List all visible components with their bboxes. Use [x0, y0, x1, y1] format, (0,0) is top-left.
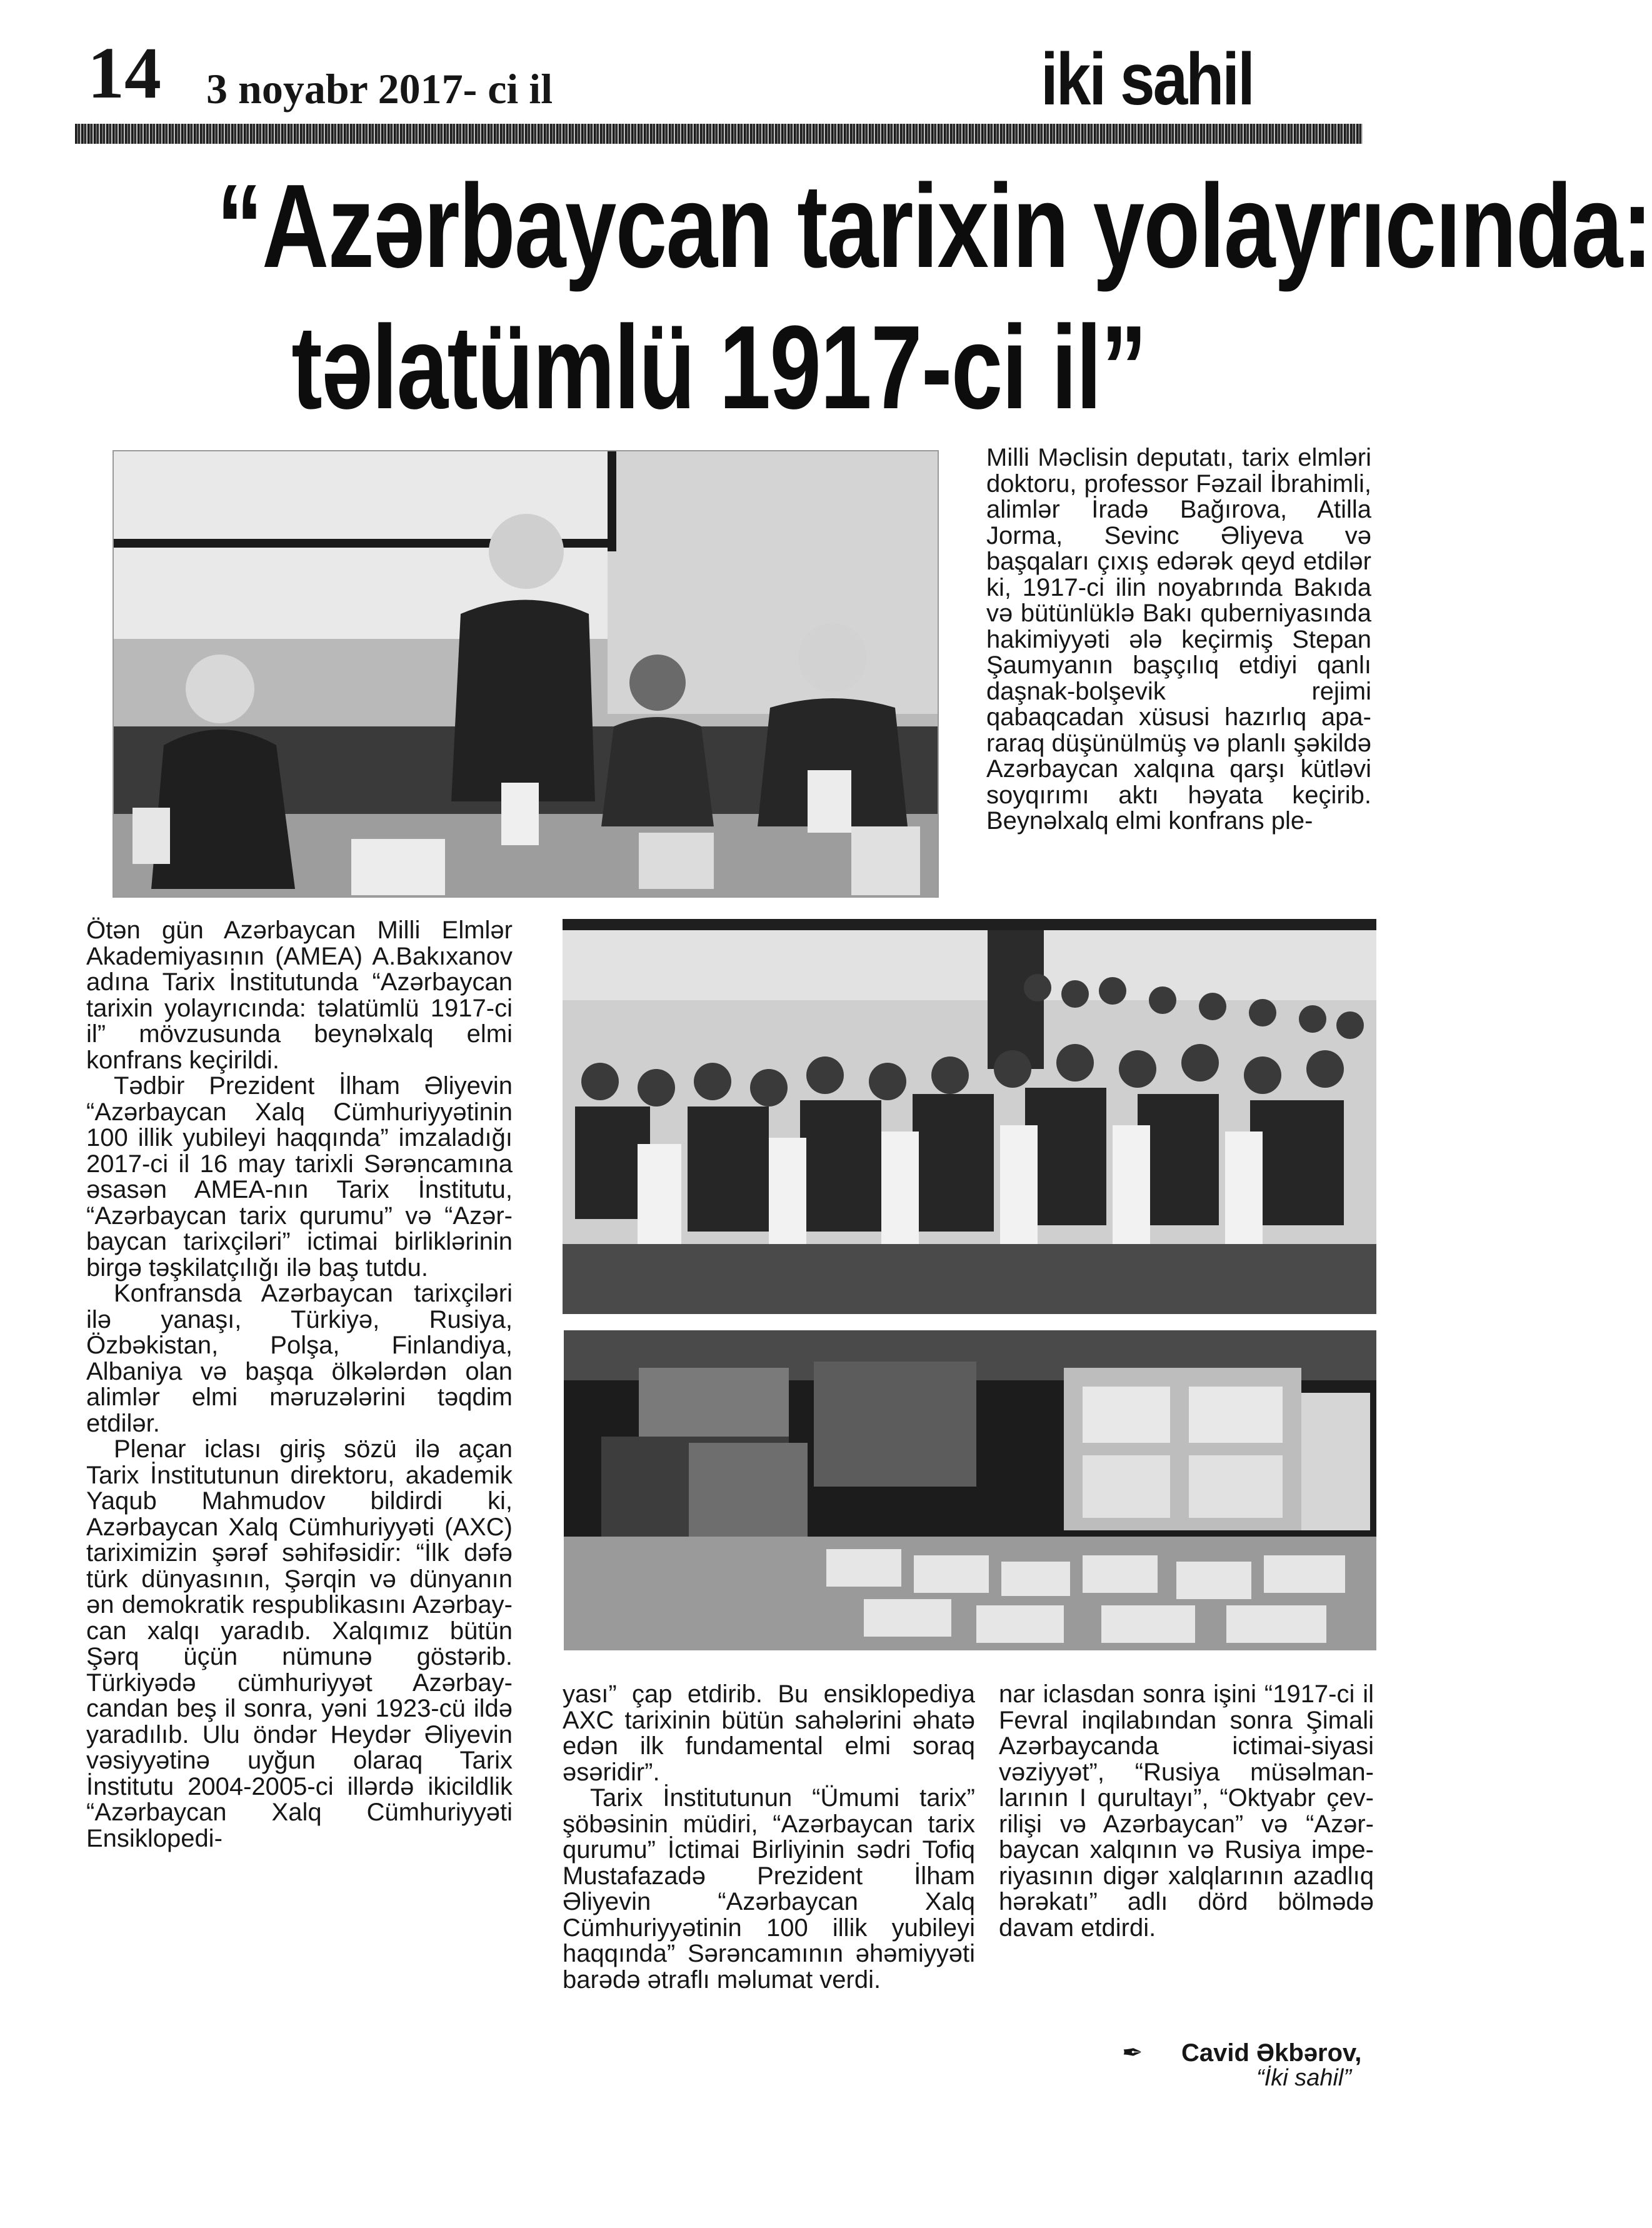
issue-date: 3 noyabr 2017- ci il: [206, 65, 553, 113]
page-number: 14: [88, 32, 161, 114]
paragraph: Tədbir Prezident İlham Əliyevin “Azərbaycan Xalq Cümhuriyyətinin 100 illik yubileyi haqqında” imzaladığı 2017-ci il 16 may tarixli Sərəncamına əsasən AMEA-nın Tarix İnstitutu, “Azərbaycan tarix qurumu” və “Azərbaycan tarixçiləri” ictimai birliklərinin birgə təşkilatçılığı ilə baş tutdu.: [86, 1072, 513, 1282]
author-signature: Cavid Əkbərov,: [1181, 2039, 1362, 2067]
masthead-logo: iki sahil: [1041, 38, 1253, 121]
header-rule: [75, 124, 1363, 144]
pen-icon: ✒: [1122, 2039, 1143, 2067]
article-column-1: [86, 918, 513, 1852]
article-column-2: [563, 1682, 975, 1993]
paragraph: Ötən gün Azərbaycan Milli Elmlər Akademiyasının (AMEA) A.Bakıxanov adına Tarix İnstitutunda “Azərbaycan tarixin yolayrıcında: təlatümlü 1917-ci il” mövzusunda beynəlxalq elmi konfrans keçirildi.: [86, 916, 513, 1074]
photo-audience: [563, 919, 1376, 1314]
paragraph: Konfransda Azərbaycan tarixçiləri ilə yanaşı, Türkiyə, Rusiya, Özbəkistan, Polşa, Finlandiya, Albaniya və başqa ölkələrdən olan alimlər elmi məruzələrini təqdim etdilər.: [86, 1280, 513, 1437]
photo-presidium: [113, 450, 939, 898]
intro-text: Milli Məclisin deputatı, tarix elmləri doktoru, professor Fəzail İbrahimli, alimlər İradə Bağırova, Atilla Jorma, Sevinc Əliyeva və başqaları çıxış edərək qeyd etdilər ki, 1917-ci ilin noyabrında Bakıda və bütünlüklə Bakı quberniyasında hakimiyyəti ələ keçirmiş Stepan Şaumyanın başçılıq etdiyi qanlı daşnak-bolşevik rejimi qabaqcadan xüsusi hazırlıq apararaq düşünülmüş və planlı şəkildə Azərbaycan xalqına qarşı kütləvi soyqırımı aktı həyata keçirib. Beynəlxalq elmi konfrans ple-: [986, 444, 1371, 835]
photo-book-exhibition: [564, 1330, 1376, 1650]
paragraph: Tarix İnstitutunun “Ümumi tarix” şöbəsinin müdiri, “Azərbaycan tarix qurumu” İctimai Birliyinin sədri Tofiq Mustafazadə Prezident İlham Əliyevin “Azərbaycan Xalq Cümhuriyyətinin 100 illik yubileyi haqqında” Sərəncamının əhəmiyyəti barədə ətraflı məlumat verdi.: [563, 1784, 975, 1994]
headline-line-2: təlatümlü 1917-ci il”: [291, 301, 1146, 434]
paragraph: yası” çap etdirib. Bu ensiklopediya AXC tarixinin bütün sahələrini əhatə edən ilk fundamental elmi soraq əsəridir”.: [563, 1680, 975, 1786]
paragraph: nar iclasdan sonra işini “1917-ci il Fevral inqilabından sonra Şimali Azərbaycanda ictimai-siyasi vəziyyət”, “Rusiya müsəlmanlarının I qurultayı”, “Oktyabr çevrilişi və Azərbaycan” və “Azərbaycan xalqının və Rusiya imperiyasının digər xalqlarının azadlıq hərəkatı” adlı dörd bölmədə davam etdirdi.: [999, 1680, 1374, 1942]
article-column-3: [999, 1682, 1374, 1941]
headline-line-1: “Azərbaycan tarixin yolayrıcında:: [216, 160, 1652, 293]
paragraph: Plenar iclası giriş sözü ilə açan Tarix İnstitutunun direktoru, akademik Yaqub Mahmudov bildirdi ki, Azərbaycan Xalq Cümhuriyyəti (AXC) tariximizin şərəf səhifəsidir: “İlk dəfə türk dünyasının, Şərqin və dünyanın ən demokratik respublikasını Azərbaycan xalqı yaradıb. Xalqımız bütün Şərq üçün nümunə göstərib. Türkiyədə cümhuriyyət Azərbaycandan beş il sonra, yəni 1923-cü ildə yaradılıb. Ulu öndər Heydər Əliyevin vəsiyyətinə uyğun olaraq Tarix İnstitutu 2004-2005-ci illərdə ikicildlik “Azərbaycan Xalq Cümhuriyyəti Ensiklopedi-: [86, 1435, 513, 1852]
author-outlet: “İki sahil”: [1256, 2065, 1352, 2091]
